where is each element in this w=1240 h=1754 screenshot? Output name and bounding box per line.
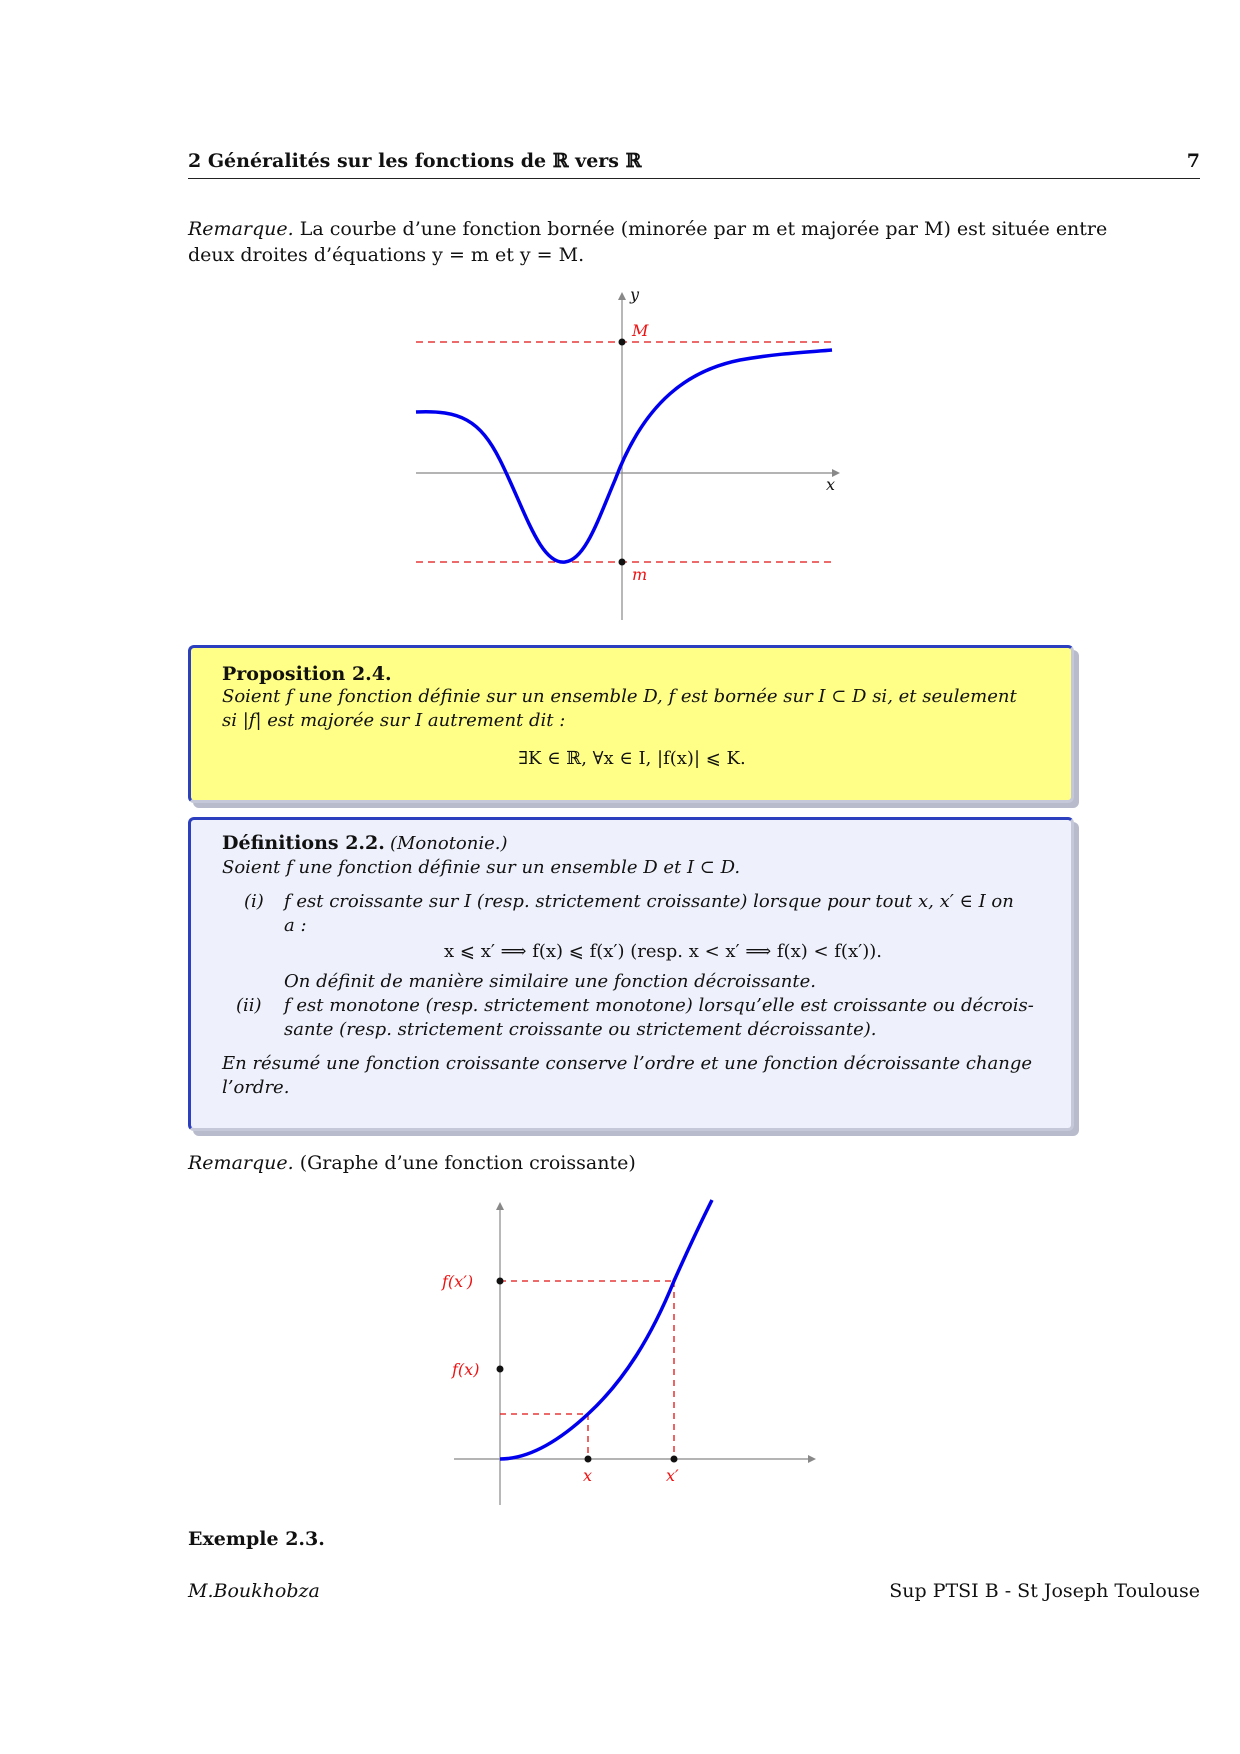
definition-item-1 <box>222 890 1042 994</box>
item-1-line-1: f est croissante sur I (resp. strictement croissante) lorsque pour tout x, x′ ∈ I on <box>284 891 1014 912</box>
section-title: 2 Généralités sur les fonctions de ℝ vers ℝ <box>188 150 642 172</box>
fx-label: f(x) <box>452 1360 480 1379</box>
definition-item-2 <box>222 994 1042 1042</box>
remark-1-line-2: deux droites d’équations y = m et y = M. <box>188 244 585 266</box>
remark-1-line-1: La courbe d’une fonction bornée (minorée par m et majorée par M) est située entre <box>299 218 1108 240</box>
increasing-curve <box>500 1200 712 1459</box>
running-header <box>188 150 1200 179</box>
fxprime-point <box>497 1278 504 1285</box>
item-1-line-2: a : <box>284 915 307 936</box>
proposition-title: Proposition 2.4. <box>222 663 392 685</box>
item-2-line-1: f est monotone (resp. strictement monotone) lorsqu’elle est croissante ou décrois- <box>284 995 1034 1016</box>
increasing-function-figure <box>430 1185 830 1515</box>
definitions-subtitle: (Monotonie.) <box>389 833 508 854</box>
lower-bound-point <box>619 559 626 566</box>
remark-2-label: Remarque. <box>188 1152 294 1174</box>
proposition-line-2: si |f| est majorée sur I autrement dit : <box>222 710 566 731</box>
item-1-note: On définit de manière similaire une fonction décroissante. <box>284 971 817 992</box>
item-1-marker: (i) <box>244 891 264 912</box>
x-label: x <box>583 1466 593 1485</box>
upper-bound-point <box>619 339 626 346</box>
x-axis-label: x <box>826 475 836 494</box>
x-axis-arrow <box>808 1455 816 1463</box>
item-2-line-2: sante (resp. strictement croissante ou strictement décroissante). <box>284 1019 877 1040</box>
item-2-marker: (ii) <box>236 995 262 1016</box>
definitions-box <box>188 817 1074 1131</box>
remark-2 <box>188 1150 1200 1176</box>
x-point <box>585 1456 592 1463</box>
remark-2-text: (Graphe d’une fonction croissante) <box>299 1152 636 1174</box>
page-number: 7 <box>1186 150 1200 172</box>
upper-bound-label: M <box>632 321 649 340</box>
definitions-intro: Soient f une fonction définie sur un ensemble D et I ⊂ D. <box>222 857 741 878</box>
lower-bound-label: m <box>632 565 648 584</box>
y-axis-arrow <box>618 292 626 300</box>
xprime-point <box>671 1456 678 1463</box>
remark-1 <box>188 216 1200 268</box>
proposition-box <box>188 645 1074 803</box>
xprime-label: x′ <box>666 1466 679 1485</box>
footer-school: Sup PTSI B - St Joseph Toulouse <box>889 1580 1200 1602</box>
summary-line-2: l’ordre. <box>222 1077 290 1098</box>
bounded-function-figure <box>400 280 850 630</box>
bounded-curve <box>416 350 832 562</box>
proposition-formula: ∃K ∈ ℝ, ∀x ∈ I, |f(x)| ⩽ K. <box>518 748 746 769</box>
fx-point <box>497 1366 504 1373</box>
fxprime-label: f(x′) <box>442 1272 474 1291</box>
definitions-title: Définitions 2.2. <box>222 832 385 854</box>
summary-line-1: En résumé une fonction croissante conserve l’ordre et une fonction décroissante change <box>222 1053 1033 1074</box>
example-title: Exemple 2.3. <box>188 1528 325 1550</box>
y-axis-label: y <box>630 285 640 304</box>
proposition-line-1: Soient f une fonction définie sur un ensemble D, f est bornée sur I ⊂ D si, et seulement <box>222 686 1017 707</box>
item-1-formula: x ⩽ x′ ⟹ f(x) ⩽ f(x′) (resp. x < x′ ⟹ f(x) < f(x′)). <box>444 941 882 962</box>
y-axis-arrow <box>496 1202 504 1210</box>
remark-1-label: Remarque. <box>188 218 294 240</box>
footer-author: M.Boukhobza <box>188 1580 320 1602</box>
